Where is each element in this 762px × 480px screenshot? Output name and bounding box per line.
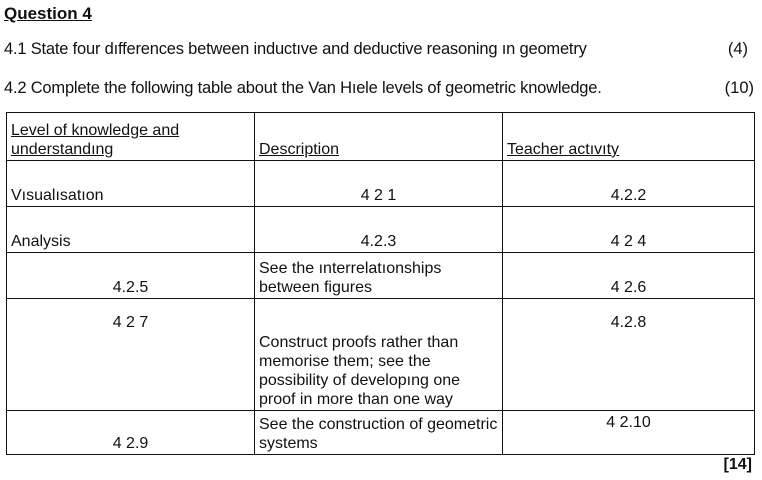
cell-level: 4.2.5 — [7, 253, 255, 299]
cell-teacher-activity: 4 2.10 — [503, 411, 755, 455]
table-header-row — [7, 113, 755, 161]
question-4-2-marks: (10) — [724, 79, 754, 97]
total-marks: [14] — [723, 456, 752, 473]
question-4-2: 4.2 Complete the following table about the Van Hıele levels of geometric knowledge. — [4, 79, 602, 97]
cell-level: Vısualısatıon — [7, 161, 255, 207]
header-level: Level of knowledge and understandıng — [7, 113, 255, 161]
table-row — [7, 411, 755, 455]
cell-teacher-activity: 4 2.6 — [503, 253, 755, 299]
cell-level: 4 2.9 — [7, 411, 255, 455]
cell-description: See the ınterrelatıonships between figures — [255, 253, 503, 299]
cell-level: 4 2 7 — [7, 299, 255, 411]
cell-teacher-activity: 4 2 4 — [503, 207, 755, 253]
table-row — [7, 161, 755, 207]
question-4-1: 4.1 State four dıfferences between inductıve and deductive reasoning ın geometry — [4, 40, 587, 58]
header-teacher-activity: Teacher actıvıty — [503, 113, 755, 161]
van-hiele-table — [6, 112, 755, 455]
header-description: Description — [255, 113, 503, 161]
cell-description: Construct proofs rather than memorise them; see the possibility of developıng one proof in more than one way — [255, 299, 503, 411]
question-4-1-marks: (4) — [727, 40, 748, 58]
cell-description: See the construction of geometric systems — [255, 411, 503, 455]
cell-teacher-activity: 4.2.8 — [503, 299, 755, 411]
cell-description: 4 2 1 — [255, 161, 503, 207]
cell-level: Analysis — [7, 207, 255, 253]
cell-description: 4.2.3 — [255, 207, 503, 253]
question-title: Question 4 — [4, 4, 92, 23]
table-row — [7, 253, 755, 299]
table-row — [7, 299, 755, 411]
cell-teacher-activity: 4.2.2 — [503, 161, 755, 207]
table-row — [7, 207, 755, 253]
